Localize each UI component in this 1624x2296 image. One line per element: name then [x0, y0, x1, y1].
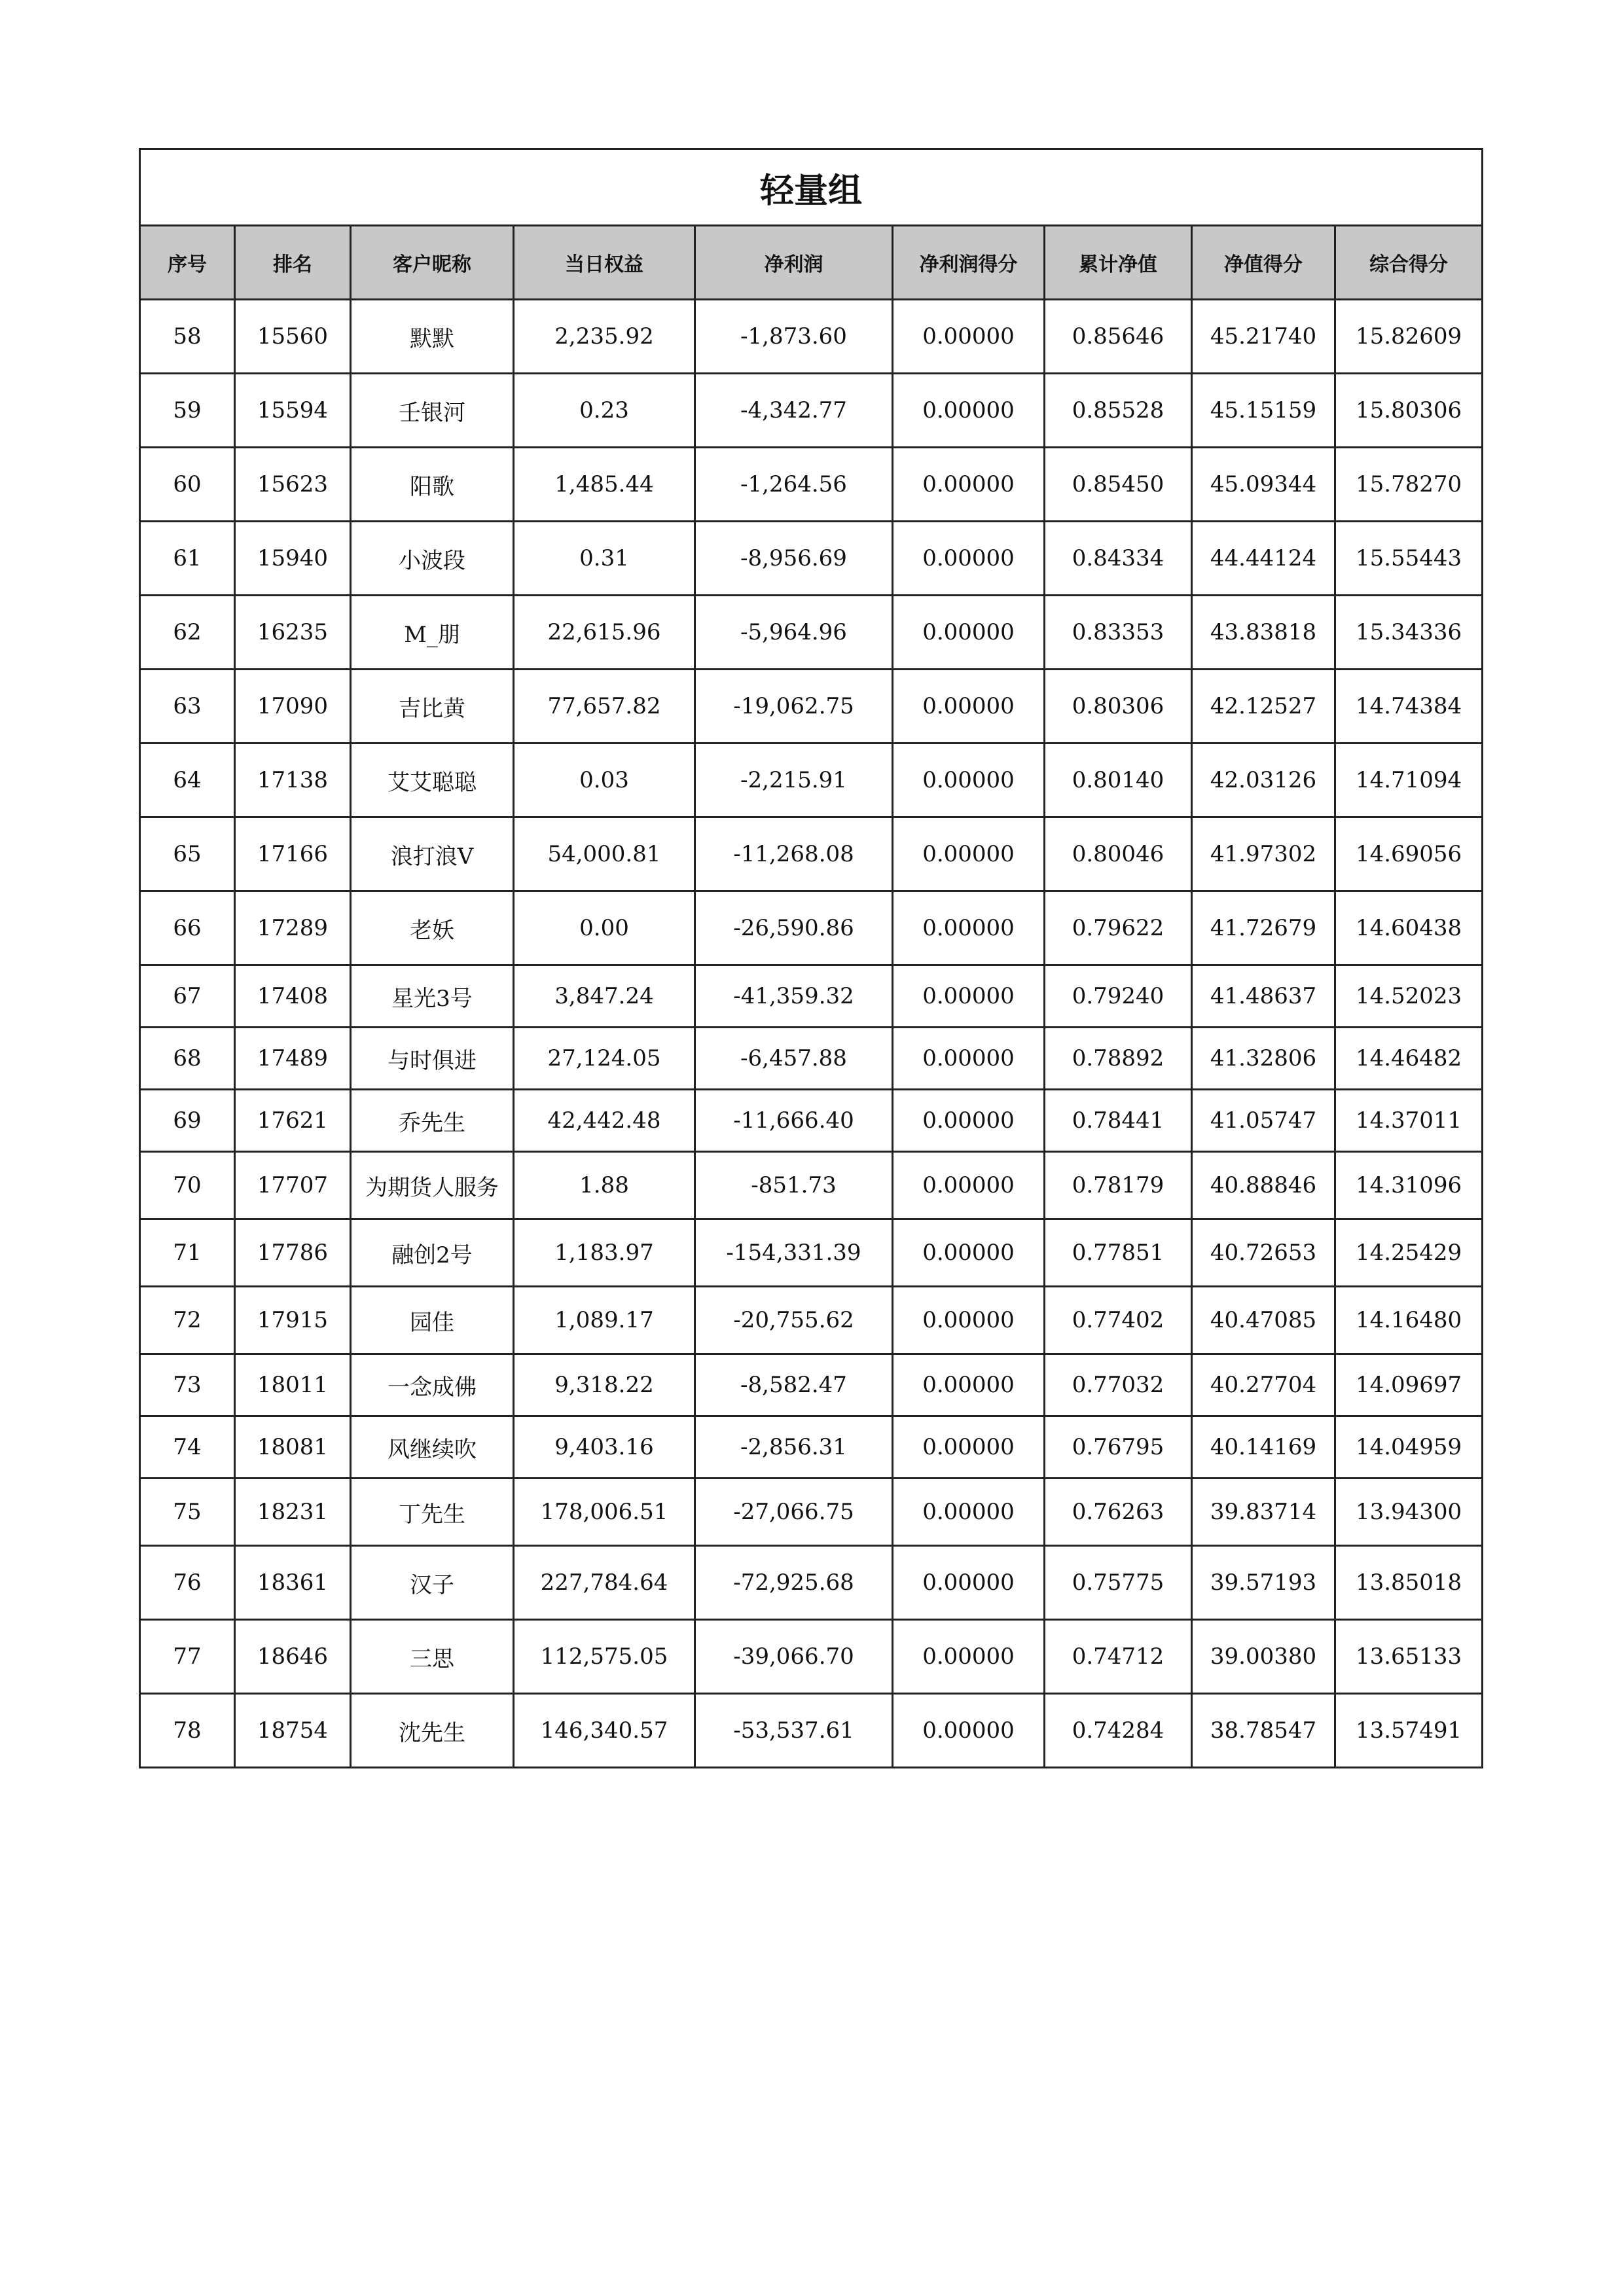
table-cell: 14.37011 [1335, 1090, 1483, 1152]
table-cell: -72,925.68 [695, 1546, 893, 1620]
table-cell: 18081 [235, 1416, 351, 1479]
table-cell: 0.00000 [893, 1287, 1045, 1354]
table-row [140, 1090, 1483, 1152]
table-cell: 14.16480 [1335, 1287, 1483, 1354]
title-row [140, 149, 1483, 226]
table-cell: 64 [140, 744, 235, 817]
table-cell: 39.83714 [1192, 1479, 1335, 1546]
table-cell: 75 [140, 1479, 235, 1546]
table-row [140, 1354, 1483, 1416]
table-cell: 0.00000 [893, 1694, 1045, 1768]
table-row [140, 1028, 1483, 1090]
table-row [140, 522, 1483, 596]
table-cell: 14.09697 [1335, 1354, 1483, 1416]
table-cell: 0.00000 [893, 1028, 1045, 1090]
table-cell: 0.31 [514, 522, 695, 596]
table-cell: 9,403.16 [514, 1416, 695, 1479]
table-cell: 0.77402 [1045, 1287, 1192, 1354]
table-cell: 0.80140 [1045, 744, 1192, 817]
table-cell: 63 [140, 670, 235, 744]
table-cell: 17408 [235, 965, 351, 1028]
table-cell: 42,442.48 [514, 1090, 695, 1152]
table-cell: 15.80306 [1335, 374, 1483, 448]
table-cell: 60 [140, 448, 235, 522]
table-cell: -5,964.96 [695, 596, 893, 670]
table-cell: 0.85450 [1045, 448, 1192, 522]
table-cell: 0.80046 [1045, 817, 1192, 891]
table-cell: 0.00000 [893, 744, 1045, 817]
table-cell: 17489 [235, 1028, 351, 1090]
table-cell: 13.65133 [1335, 1620, 1483, 1694]
table-cell: -20,755.62 [695, 1287, 893, 1354]
table-cell: 45.15159 [1192, 374, 1335, 448]
table-cell: 14.71094 [1335, 744, 1483, 817]
table-cell: -1,264.56 [695, 448, 893, 522]
table-row [140, 1694, 1483, 1768]
table-title: 轻量组 [140, 149, 1483, 226]
table-cell: 0.85646 [1045, 300, 1192, 374]
table-cell: 41.72679 [1192, 891, 1335, 965]
table-cell: 73 [140, 1354, 235, 1416]
table-row [140, 596, 1483, 670]
table-cell: 38.78547 [1192, 1694, 1335, 1768]
header-cell: 排名 [235, 226, 351, 300]
table-cell: 星光3号 [351, 965, 514, 1028]
table-cell: 0.00000 [893, 1620, 1045, 1694]
table-cell: 43.83818 [1192, 596, 1335, 670]
table-cell: 0.00000 [893, 1479, 1045, 1546]
table-cell: 0.78892 [1045, 1028, 1192, 1090]
table-row [140, 1546, 1483, 1620]
table-cell: 0.78179 [1045, 1152, 1192, 1219]
table-cell: 45.09344 [1192, 448, 1335, 522]
table-row [140, 965, 1483, 1028]
table-cell: 小波段 [351, 522, 514, 596]
table-cell: -39,066.70 [695, 1620, 893, 1694]
table-cell: 0.00000 [893, 1219, 1045, 1287]
table-cell: 72 [140, 1287, 235, 1354]
header-cell: 当日权益 [514, 226, 695, 300]
table-cell: 17707 [235, 1152, 351, 1219]
table-cell: 40.27704 [1192, 1354, 1335, 1416]
table-cell: 22,615.96 [514, 596, 695, 670]
table-cell: 吉比黄 [351, 670, 514, 744]
table-cell: 13.94300 [1335, 1479, 1483, 1546]
table-cell: 0.84334 [1045, 522, 1192, 596]
table-row [140, 1479, 1483, 1546]
table-row [140, 374, 1483, 448]
table-cell: 40.14169 [1192, 1416, 1335, 1479]
table-cell: 0.77032 [1045, 1354, 1192, 1416]
table-cell: 0.79622 [1045, 891, 1192, 965]
table-cell: 1,485.44 [514, 448, 695, 522]
table-cell: 66 [140, 891, 235, 965]
header-cell: 净值得分 [1192, 226, 1335, 300]
table-cell: -41,359.32 [695, 965, 893, 1028]
table-row [140, 670, 1483, 744]
table-cell: 0.00000 [893, 300, 1045, 374]
table-cell: 汉子 [351, 1546, 514, 1620]
header-cell: 累计净值 [1045, 226, 1192, 300]
table-cell: 14.04959 [1335, 1416, 1483, 1479]
table-cell: 1.88 [514, 1152, 695, 1219]
table-cell: 0.85528 [1045, 374, 1192, 448]
table-cell: 41.97302 [1192, 817, 1335, 891]
table-cell: 18011 [235, 1354, 351, 1416]
table-cell: 17138 [235, 744, 351, 817]
table-cell: 0.00000 [893, 891, 1045, 965]
table-cell: 15560 [235, 300, 351, 374]
table-cell: 17915 [235, 1287, 351, 1354]
table-cell: 三思 [351, 1620, 514, 1694]
table-cell: 17289 [235, 891, 351, 965]
table-cell: 13.57491 [1335, 1694, 1483, 1768]
table-cell: 15.78270 [1335, 448, 1483, 522]
table-cell: 浪打浪V [351, 817, 514, 891]
table-cell: 0.80306 [1045, 670, 1192, 744]
table-cell: 14.25429 [1335, 1219, 1483, 1287]
table-cell: 沈先生 [351, 1694, 514, 1768]
table-cell: 默默 [351, 300, 514, 374]
table-cell: 0.76795 [1045, 1416, 1192, 1479]
table-cell: 74 [140, 1416, 235, 1479]
table-cell: 0.00 [514, 891, 695, 965]
table-cell: 14.52023 [1335, 965, 1483, 1028]
table-cell: 壬银河 [351, 374, 514, 448]
table-cell: 1,089.17 [514, 1287, 695, 1354]
table-cell: 61 [140, 522, 235, 596]
table-cell: 15.34336 [1335, 596, 1483, 670]
table-cell: 0.78441 [1045, 1090, 1192, 1152]
table-body [140, 300, 1483, 1768]
table-cell: 16235 [235, 596, 351, 670]
table-cell: 与时俱进 [351, 1028, 514, 1090]
table-cell: 15594 [235, 374, 351, 448]
table-cell: 17166 [235, 817, 351, 891]
table-cell: 17786 [235, 1219, 351, 1287]
table-cell: 2,235.92 [514, 300, 695, 374]
table-cell: 65 [140, 817, 235, 891]
table-row [140, 1416, 1483, 1479]
header-cell: 客户昵称 [351, 226, 514, 300]
table-cell: 41.32806 [1192, 1028, 1335, 1090]
table-cell: -53,537.61 [695, 1694, 893, 1768]
table-cell: 丁先生 [351, 1479, 514, 1546]
table-cell: 14.46482 [1335, 1028, 1483, 1090]
table-cell: -4,342.77 [695, 374, 893, 448]
table-cell: -6,457.88 [695, 1028, 893, 1090]
table-cell: 41.48637 [1192, 965, 1335, 1028]
table-cell: 0.23 [514, 374, 695, 448]
table-cell: 3,847.24 [514, 965, 695, 1028]
table-cell: 0.00000 [893, 1416, 1045, 1479]
table-cell: 0.75775 [1045, 1546, 1192, 1620]
table-cell: 69 [140, 1090, 235, 1152]
table-cell: 17090 [235, 670, 351, 744]
table-cell: 0.03 [514, 744, 695, 817]
table-cell: 76 [140, 1546, 235, 1620]
table-cell: 62 [140, 596, 235, 670]
table-cell: 老妖 [351, 891, 514, 965]
table-cell: 227,784.64 [514, 1546, 695, 1620]
table-cell: 39.57193 [1192, 1546, 1335, 1620]
table-row [140, 891, 1483, 965]
table-cell: 42.12527 [1192, 670, 1335, 744]
table-cell: 77 [140, 1620, 235, 1694]
table-cell: 0.00000 [893, 670, 1045, 744]
header-cell: 净利润 [695, 226, 893, 300]
table-row [140, 1287, 1483, 1354]
table-cell: 为期货人服务 [351, 1152, 514, 1219]
table-cell: 0.79240 [1045, 965, 1192, 1028]
table-cell: 70 [140, 1152, 235, 1219]
table-cell: 9,318.22 [514, 1354, 695, 1416]
table-cell: 0.74712 [1045, 1620, 1192, 1694]
ranking-sheet [139, 148, 1481, 1768]
table-row [140, 448, 1483, 522]
table-cell: 14.31096 [1335, 1152, 1483, 1219]
table-cell: 0.00000 [893, 448, 1045, 522]
table-cell: 15.82609 [1335, 300, 1483, 374]
table-cell: -11,268.08 [695, 817, 893, 891]
table-cell: 27,124.05 [514, 1028, 695, 1090]
header-cell: 综合得分 [1335, 226, 1483, 300]
table-cell: 15940 [235, 522, 351, 596]
table-row [140, 817, 1483, 891]
table-cell: -2,856.31 [695, 1416, 893, 1479]
table-cell: 146,340.57 [514, 1694, 695, 1768]
table-row [140, 1152, 1483, 1219]
table-cell: 41.05747 [1192, 1090, 1335, 1152]
table-cell: 54,000.81 [514, 817, 695, 891]
table-cell: 18646 [235, 1620, 351, 1694]
table-cell: 0.00000 [893, 1354, 1045, 1416]
table-cell: 44.44124 [1192, 522, 1335, 596]
table-cell: 14.69056 [1335, 817, 1483, 891]
table-cell: -154,331.39 [695, 1219, 893, 1287]
table-cell: 42.03126 [1192, 744, 1335, 817]
table-cell: 78 [140, 1694, 235, 1768]
table-cell: 0.00000 [893, 1546, 1045, 1620]
table-row [140, 1219, 1483, 1287]
table-cell: 0.00000 [893, 1090, 1045, 1152]
table-cell: 18231 [235, 1479, 351, 1546]
table-row [140, 300, 1483, 374]
header-row [140, 226, 1483, 300]
table-cell: 0.00000 [893, 1152, 1045, 1219]
table-cell: 40.72653 [1192, 1219, 1335, 1287]
table-cell: -2,215.91 [695, 744, 893, 817]
table-cell: 58 [140, 300, 235, 374]
table-cell: 融创2号 [351, 1219, 514, 1287]
table-cell: 0.77851 [1045, 1219, 1192, 1287]
table-cell: M_朋 [351, 596, 514, 670]
table-cell: 0.00000 [893, 965, 1045, 1028]
table-cell: 13.85018 [1335, 1546, 1483, 1620]
table-cell: 艾艾聪聪 [351, 744, 514, 817]
table-cell: 1,183.97 [514, 1219, 695, 1287]
table-cell: 乔先生 [351, 1090, 514, 1152]
table-cell: 59 [140, 374, 235, 448]
table-cell: 67 [140, 965, 235, 1028]
table-cell: 阳歌 [351, 448, 514, 522]
table-cell: 77,657.82 [514, 670, 695, 744]
table-cell: 71 [140, 1219, 235, 1287]
table-cell: 39.00380 [1192, 1620, 1335, 1694]
table-cell: -11,666.40 [695, 1090, 893, 1152]
table-cell: 15.55443 [1335, 522, 1483, 596]
table-cell: -19,062.75 [695, 670, 893, 744]
table-cell: 178,006.51 [514, 1479, 695, 1546]
table-cell: 68 [140, 1028, 235, 1090]
table-cell: 0.00000 [893, 596, 1045, 670]
header-cell: 净利润得分 [893, 226, 1045, 300]
table-cell: 0.00000 [893, 374, 1045, 448]
table-cell: -27,066.75 [695, 1479, 893, 1546]
table-row [140, 1620, 1483, 1694]
ranking-table [139, 148, 1483, 1768]
table-cell: 一念成佛 [351, 1354, 514, 1416]
table-cell: 0.00000 [893, 522, 1045, 596]
table-cell: 0.74284 [1045, 1694, 1192, 1768]
table-cell: 18754 [235, 1694, 351, 1768]
table-cell: 112,575.05 [514, 1620, 695, 1694]
table-cell: -26,590.86 [695, 891, 893, 965]
table-cell: -851.73 [695, 1152, 893, 1219]
table-cell: 0.00000 [893, 817, 1045, 891]
table-cell: 45.21740 [1192, 300, 1335, 374]
table-cell: 0.76263 [1045, 1479, 1192, 1546]
table-cell: -8,582.47 [695, 1354, 893, 1416]
table-cell: 17621 [235, 1090, 351, 1152]
table-cell: 风继续吹 [351, 1416, 514, 1479]
table-cell: 15623 [235, 448, 351, 522]
table-cell: -1,873.60 [695, 300, 893, 374]
table-cell: 14.60438 [1335, 891, 1483, 965]
table-cell: -8,956.69 [695, 522, 893, 596]
table-cell: 40.47085 [1192, 1287, 1335, 1354]
table-cell: 18361 [235, 1546, 351, 1620]
table-row [140, 744, 1483, 817]
table-cell: 园佳 [351, 1287, 514, 1354]
table-cell: 0.83353 [1045, 596, 1192, 670]
table-cell: 14.74384 [1335, 670, 1483, 744]
header-cell: 序号 [140, 226, 235, 300]
table-cell: 40.88846 [1192, 1152, 1335, 1219]
